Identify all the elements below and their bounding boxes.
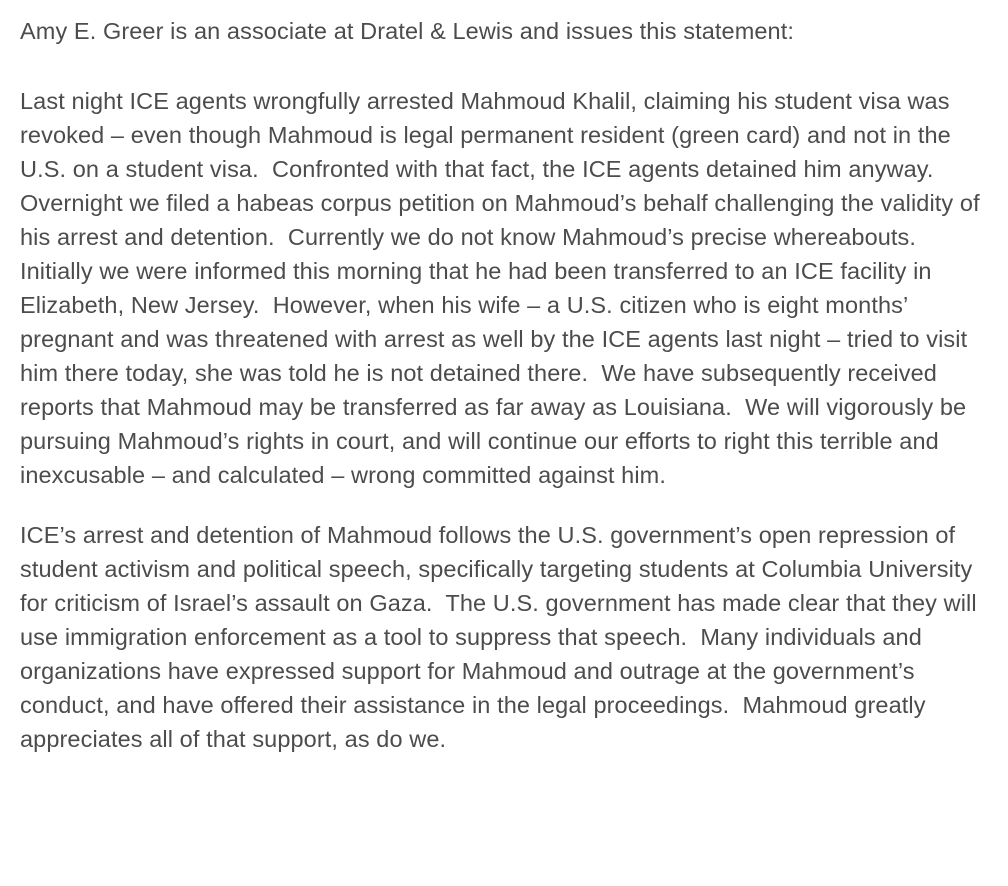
statement-intro-paragraph: Amy E. Greer is an associate at Dratel & Lewis and issues this statement: [20,18,794,44]
statement-body-paragraph: Last night ICE agents wrongfully arrested Mahmoud Khalil, claiming his student visa was revoked – even though Mahmoud is legal permanent resident (green card) and not in the U.S. on a student visa. Confronted with that fact, the ICE agents detained him anyway. Overnight we filed a habeas corpus petition on Mahmoud’s behalf challenging the validity of his arrest and detention. Currently we do not know Mahmoud’s precise whereabouts. Initially we were informed this morning that he had been transferred to an ICE facility in Elizabeth, New Jersey. However, when his wife – a U.S. citizen who is eight months’ pregnant and was threatened with arrest as well by the ICE agents last night – tried to visit him there today, she was told he is not detained there. We have subsequently received reports that Mahmoud may be transferred as far away as Louisiana. We will vigorously be pursuing Mahmoud’s rights in court, and will continue our efforts to right this terrible and inexcusable – and calculated – wrong committed against him. [20,88,987,488]
statement-context-paragraph: ICE’s arrest and detention of Mahmoud follows the U.S. government’s open repression of student activism and political speech, specifically targeting students at Columbia University for criticism of Israel’s assault on Gaza. The U.S. government has made clear that they will use immigration enforcement as a tool to suppress that speech. Many individuals and organizations have expressed support for Mahmoud and outrage at the government’s conduct, and have offered their assistance in the legal proceedings. Mahmoud greatly appreciates all of that support, as do we. [20,522,984,752]
